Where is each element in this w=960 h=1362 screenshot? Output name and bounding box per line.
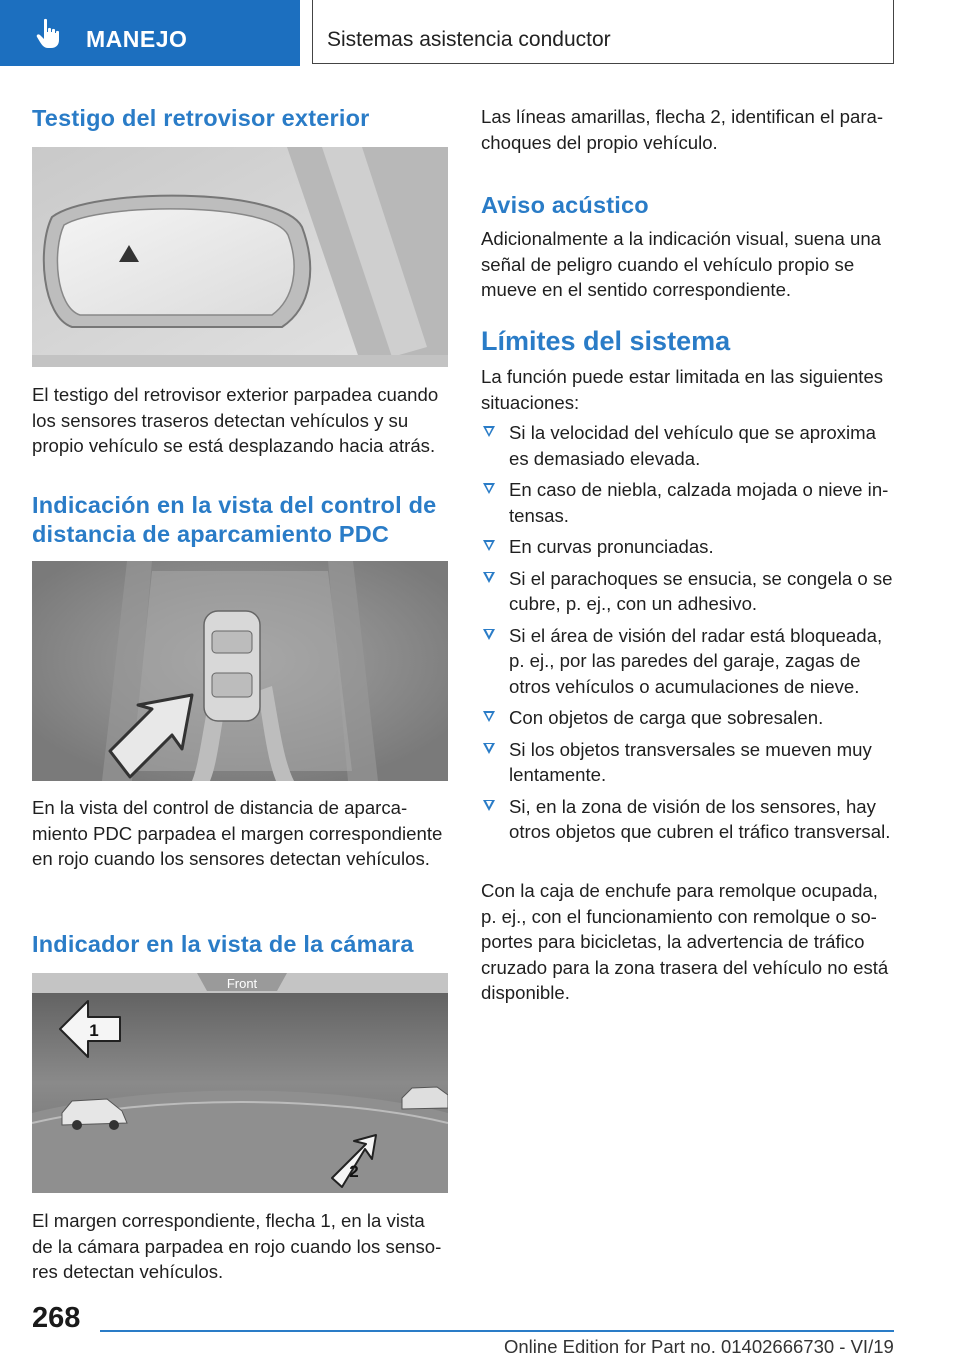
paragraph-pdc: En la vista del control de distancia de aparcamiento PDC parpadea el margen correspondiente en rojo cuando los sensores detectan vehículos. [32, 797, 443, 869]
heading-pdc-view: Indicación en la vista del control de distancia de aparcamiento PDC [32, 492, 437, 547]
heading-acoustic-warning: Aviso acústico [481, 192, 649, 218]
heading-mirror-indicator: Testigo del retrovisor exterior [32, 105, 370, 131]
chapter-label: Sistemas asistencia conductor [327, 28, 611, 51]
hand-pointer-icon [34, 18, 68, 50]
camera-arrow-1-label: 1 [89, 1021, 99, 1040]
limits-list [481, 420, 893, 851]
section-tab[interactable] [0, 0, 300, 66]
list-item: Con objetos de carga que sobresalen. [481, 705, 893, 731]
paragraph-trailer: Con la caja de enchufe para remolque ocupada, p. ej., con el funcionamiento con remolque o soportes para bicicletas, la advertencia de tráfico cruzado para la zona trasera del vehículo no está disponible. [481, 880, 889, 1003]
triangle-bullet-icon [483, 426, 495, 437]
triangle-bullet-icon [483, 572, 495, 583]
footer-divider [100, 1330, 894, 1332]
header-bar [0, 0, 960, 66]
figure-camera-view [32, 973, 448, 1193]
camera-arrow-2-label: 2 [349, 1162, 359, 1181]
triangle-bullet-icon [483, 483, 495, 494]
paragraph-acoustic: Adicionalmente a la indicación visual, suena una señal de peligro cuando el vehículo propio se mueve en el sentido correspondiente. [481, 228, 882, 300]
heading-camera-view: Indicador en la vista de la cámara [32, 931, 414, 957]
list-item: Si la velocidad del vehículo que se aproxima es demasiado elevada. [481, 420, 893, 471]
figure-side-mirror [32, 147, 448, 367]
paragraph-mirror: El testigo del retrovisor exterior parpadea cuando los sensores traseros detectan vehículos y su propio vehículo se está desplazando hacia atrás. [32, 384, 439, 456]
heading-system-limits: Límites del sistema [481, 326, 731, 356]
paragraph-limits-intro: La función puede estar limitada en las siguientes situaciones: [481, 366, 884, 413]
list-item: Si el área de visión del radar está bloqueada, p. ej., por las paredes del garaje, zagas de otros vehículos o acumulaciones de nieve. [481, 623, 893, 700]
chapter-tab[interactable] [312, 0, 894, 64]
list-item: En curvas pronunciadas. [481, 534, 893, 560]
triangle-bullet-icon [483, 540, 495, 551]
section-label: MANEJO [86, 26, 188, 52]
triangle-bullet-icon [483, 743, 495, 754]
camera-front-label: Front [226, 976, 258, 991]
page-number: 268 [32, 1302, 81, 1334]
list-item: En caso de niebla, calzada mojada o nieve intensas. [481, 477, 893, 528]
triangle-bullet-icon [483, 711, 495, 722]
triangle-bullet-icon [483, 800, 495, 811]
figure-pdc-view [32, 561, 448, 781]
footer-edition: Online Edition for Part no. 01402666730 - VI/19 [504, 1336, 894, 1357]
list-item: Si, en la zona de visión de los sensores, hay otros objetos que cubren el tráfico transversal. [481, 794, 893, 845]
paragraph-yellow-lines: Las líneas amarillas, flecha 2, identifican el parachoques del propio vehículo. [481, 106, 884, 153]
triangle-bullet-icon [483, 629, 495, 640]
paragraph-camera: El margen correspondiente, flecha 1, en la vista de la cámara parpadea en rojo cuando los sensores detectan vehículos. [32, 1210, 442, 1282]
list-item: Si los objetos transversales se mueven muy lentamente. [481, 737, 893, 788]
list-item: Si el parachoques se ensucia, se congela o se cubre, p. ej., con un adhesivo. [481, 566, 893, 617]
